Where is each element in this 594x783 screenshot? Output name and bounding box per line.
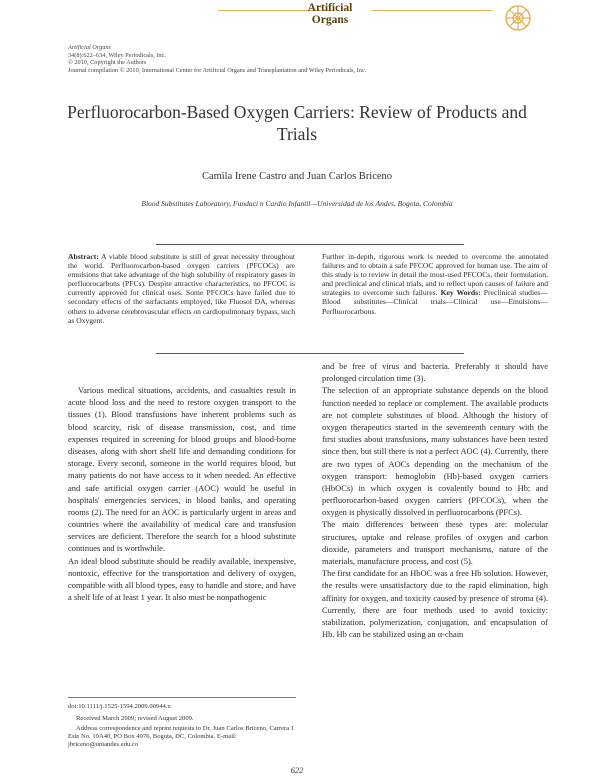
keywords-text: Preclinical studies—Blood substitutes—Clinical trials—Clinical use—Emulsions—Perfluorocarbons.	[322, 288, 548, 316]
wheel-logo-icon	[503, 3, 533, 33]
page-number: 622	[290, 765, 304, 775]
abstract-text-left: A viable blood substitute is still of great necessity throughout the world. Perfluorocarbon-based oxygen carriers (PFCOCs) are emulsions that take advantage of the high solubility of respiratory gases in perfluorocarbons (PFCs). Despite attractive characteristics, no PFCOC is currently approved for clinical uses. Some PFCOCs have failed due to secondary effects of the surfactants employed, like Fluosol DA, whereas others to adverse cerebrovascular effects on cardiopulmonary bypass, such as Oxygent.	[68, 252, 295, 325]
body-column-left: Various medical situations, accidents, and casualties result in acute blood loss and the need to restore oxygen transport to the tissues (1). Blood transfusions have inherent problems such as blood scarcity, risk of disease transmission, cost, and time expenses required in screening for blood groups and blood-borne diseases, along with short shelf life and demanding conditions for storage. Every second, someone in the world requires blood, but many patients do not have access to it when needed. An effective and safe artificial oxygen carrier (AOC) would be useful in hospitals' emergencies services, in blood banks, and operating rooms (2). The need for an AOC is particularly urgent in areas and countries where the availability of medical care and transfusion services are deficient. Therefore the search for a blood substitute continues and is worthwhile. An ideal blood substitute should be readily available, inexpensive, nontoxic, effective for the transportation and delivery of oxygen, compatible with all blood types, easy to handle and store, and have a shelf life of at least 1 year. It also must be nonpathogenic	[68, 385, 296, 603]
footnote-rule	[68, 697, 296, 698]
body-column-right: and be free of virus and bacteria. Preferably it should have prolonged circulation time (3). The selection of an appropriate substance depends on the blood function needed to replace or complement. The available products are not complete substitutes of blood. Although the history of oxygen therapeutics started in the seventeenth century with the first studies about transfusions, many substances have been tested since then, but still there is not a perfect AOC (4). Currently, there are two types of AOCs depending on the mechanism of the oxygen transport: hemoglobin (Hb)-based oxygen carriers (HbOCs) in which oxygen is covalently bound to Hb; and perfluorocarbon-based oxygen carriers (PFCOCs), when the oxygen is physically dissolved in perfluorocarbons (PFCs). The main differences between these types are: molecular structures, uptake and release profiles of oxygen and carbon dioxide, parameters and transport mechanisms, nature of the materials, manufacture process, and cost (5). The first candidate for an HbOC was a free Hb solution. However, the results were unsatisfactory due to the rapid elimination, high affinity for oxygen, and toxicity caused by presence of stroma (4). Currently, there are four methods used to avoid toxicity: stabilization, polymerization, conjugation, and encapsulation of Hb. Hb can be stabilized using an α-chain	[322, 361, 548, 640]
abstract-rule-top	[156, 244, 464, 245]
journal-name-line1: Artificial	[307, 2, 353, 14]
article-affiliation: Blood Substitutes Laboratory, Fundaci n Cardio Infantil—Universidad de los Andes, Bogota, Colombia	[141, 199, 453, 208]
abstract-label: Abstract:	[68, 252, 99, 261]
meta-volume: 34(8):622–634, Wiley Periodicals, Inc.	[68, 51, 166, 59]
footnote-correspondence: Address correspondence and reprint requests to Dr. Juan Carlos Briceno, Carrera 1 Este No. 19A40, PO Box 4976, Bogota, DC, Colombia. E-mail: jbriceno@uniandes.edu.co	[68, 725, 295, 749]
abstract-rule-bottom	[156, 353, 464, 354]
article-authors: Camila Irene Castro and Juan Carlos Briceno	[201, 171, 393, 182]
abstract-text-right: Further in-depth, rigorous work is needed to overcome the annotated failures and to obtain a safe PFCOC approved for human use. The aim of this study is to review in detail the most-used PFCOCs, their formulation, and preclinical and clinical trials, and to reflect upon causes of failure and strategies to overcome such failures.	[322, 252, 548, 298]
article-title: Perfluorocarbon-Based Oxygen Carriers: Review of Products and Trials	[67, 102, 527, 144]
publication-meta	[68, 44, 488, 74]
abstract-right	[322, 252, 548, 316]
journal-name-line2: Organs	[311, 13, 349, 26]
meta-copyright: © 2010, Copyright the Authors	[68, 59, 147, 67]
footnote-received: Received March 2009; revised August 2009.	[76, 715, 194, 722]
abstract-left	[68, 252, 295, 325]
meta-journal: Artificial Organs	[68, 44, 111, 51]
header-rule-right	[372, 10, 492, 11]
journal-logo-text	[290, 3, 370, 26]
footnote-doi: doi:10.1111/j.1525-1594.2009.00944.x	[68, 703, 171, 710]
keywords-label: Key Words:	[440, 288, 481, 298]
meta-compilation: Journal compilation © 2010, International Center for Artificial Organs and Transplantation and Wiley Periodicals, Inc.	[68, 66, 367, 74]
